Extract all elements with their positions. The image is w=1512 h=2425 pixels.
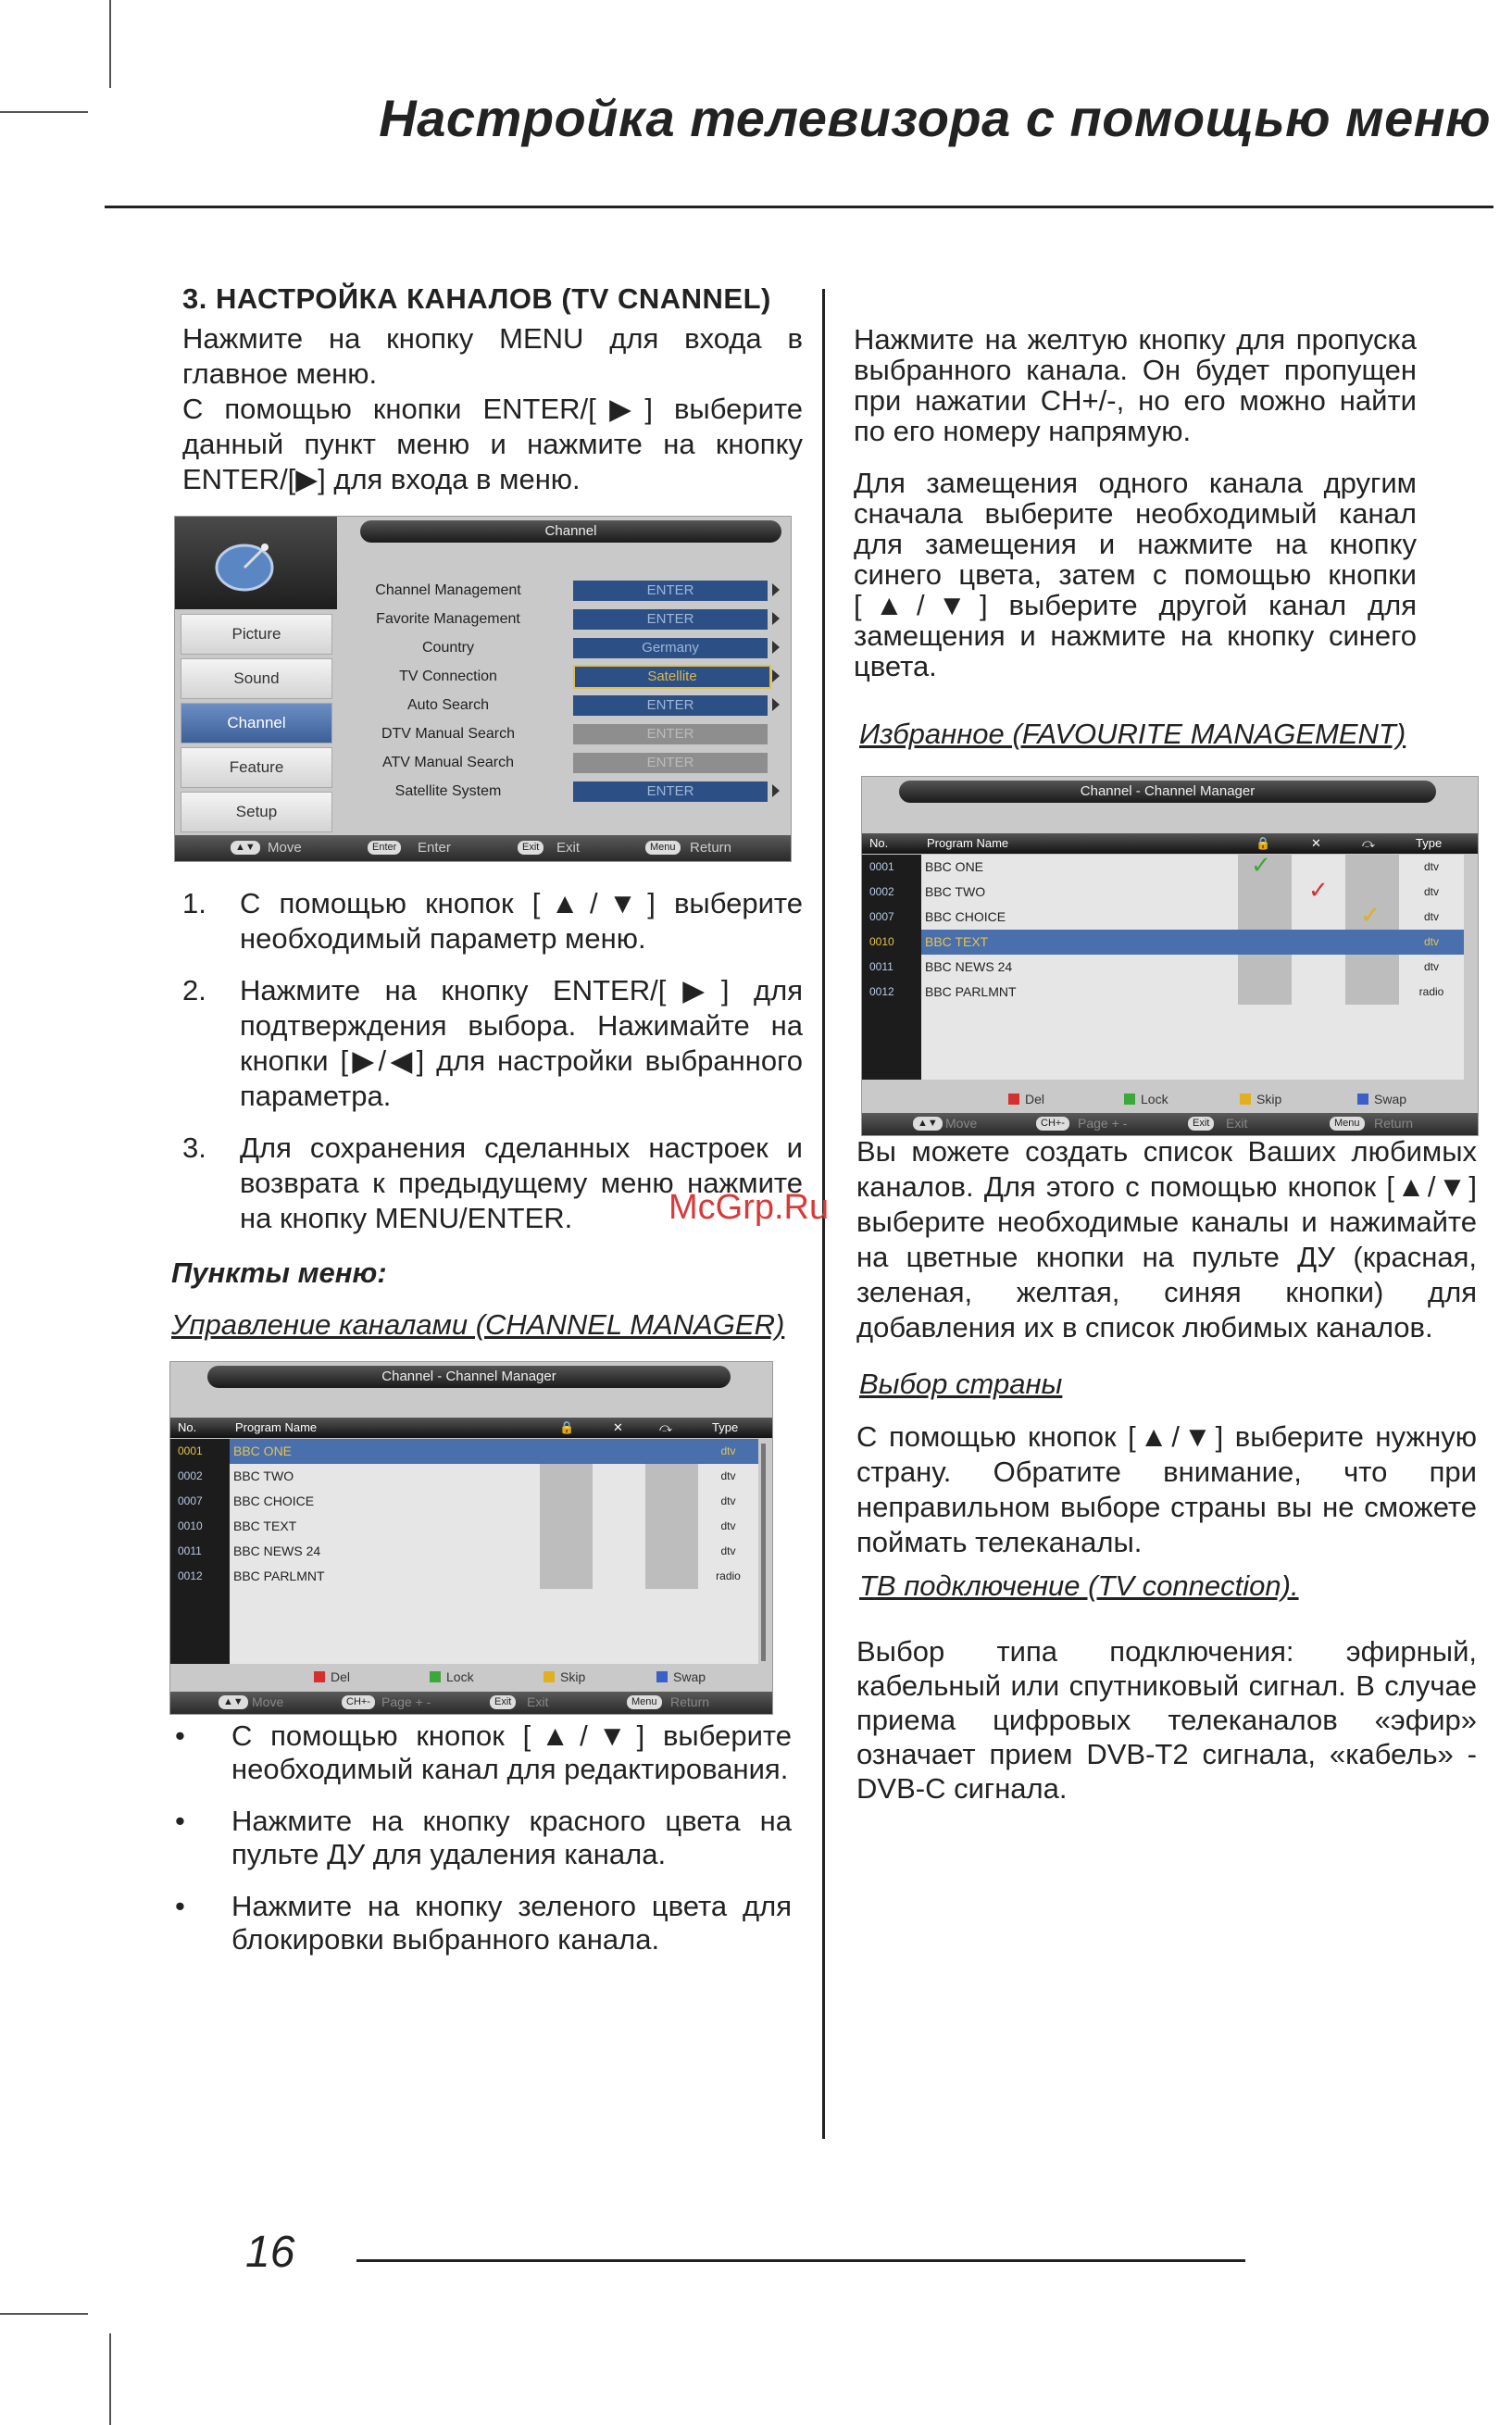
table-row-empty: [862, 1055, 1478, 1080]
table-row-empty: [862, 1030, 1478, 1055]
bullet: •: [175, 1719, 185, 1752]
menu-items-heading: Пункты меню:: [171, 1256, 387, 1289]
channel-type: dtv: [698, 1539, 758, 1564]
menu-row-country[interactable]: [342, 636, 777, 660]
intro-paragraph: С помощью кнопки ENTER/[▶] выберите данный пункт меню и нажмите на кнопку ENTER/[▶] для входа в меню.: [182, 393, 803, 495]
manager-title-bar: Channel - Channel Manager: [207, 1366, 731, 1388]
empty-cell: [230, 1589, 758, 1614]
checkmark-icon: ✓: [1251, 851, 1271, 879]
arrow-right-icon: [772, 641, 780, 654]
menu-row-channel-management[interactable]: [342, 579, 777, 603]
channel-name: BBC NEWS 24: [230, 1539, 540, 1564]
blue-swatch: [1357, 1094, 1368, 1105]
table-row-empty: [170, 1589, 772, 1614]
legend-label: Lock: [1141, 1092, 1168, 1106]
step-text: Нажмите на кнопку ENTER/[▶] для подтверждения выбора. Нажимайте на кнопки [▶/◀] для настройки выбранного параметра.: [240, 974, 803, 1112]
move-label: Move: [268, 840, 302, 856]
lock-cell: [1238, 880, 1292, 905]
move-key: ▲▼: [913, 1117, 943, 1131]
intro-paragraph: Нажмите на кнопку MENU для входа в главное меню.: [182, 322, 803, 390]
channel-name: BBC TEXT: [230, 1514, 540, 1539]
swap-cell: [1345, 930, 1399, 955]
table-header: [862, 833, 1478, 854]
legend-lock: [1124, 1092, 1168, 1106]
channel-number: 0002: [170, 1464, 230, 1489]
channel-type: radio: [1399, 980, 1464, 1005]
del-cell: [1292, 876, 1345, 905]
channel-name: BBC TEXT: [921, 930, 1238, 955]
country-heading: Выбор страны: [859, 1368, 1063, 1400]
menu-row-label: Country: [421, 640, 475, 656]
table-row-empty: [862, 1005, 1478, 1030]
empty-cell: [862, 1055, 921, 1080]
swap-cell: [645, 1539, 698, 1564]
return-label: Return: [690, 840, 732, 856]
bullet-text: Нажмите на кнопку красного цвета на пульте ДУ для удаления канала.: [231, 1805, 792, 1870]
table-row-empty: [170, 1639, 772, 1664]
watermark: McGrp.Ru: [669, 1188, 830, 1227]
arrow-right-icon: [772, 784, 780, 797]
crop-mark: [109, 0, 111, 88]
empty-cell: [230, 1614, 758, 1639]
channel-type: dtv: [1399, 880, 1464, 905]
legend-label: Lock: [446, 1669, 474, 1684]
satellite-dish-icon: [175, 517, 337, 609]
empty-cell: [170, 1639, 230, 1664]
lock-cell: [540, 1439, 593, 1464]
lock-cell: [1238, 930, 1292, 955]
menu-row-satellite-system[interactable]: [342, 780, 777, 804]
empty-cell: [921, 1055, 1464, 1080]
list-item: [171, 1890, 792, 1956]
legend-swap: [656, 1669, 706, 1684]
menu-row-value: ENTER: [573, 581, 768, 601]
menu-row-label: DTV Manual Search: [381, 726, 516, 742]
legend-label: Skip: [1256, 1092, 1282, 1106]
column-header-name: Program Name: [235, 1420, 318, 1434]
legend-label: Del: [1025, 1092, 1045, 1106]
close-icon: ✕: [613, 1420, 623, 1434]
table-row[interactable]: [862, 851, 1478, 880]
empty-cell: [170, 1589, 230, 1614]
favourite-paragraph: Вы можете создать список Ваших любимых каналов. Для этого с помощью кнопок [▲/▼] выберите необходимые каналы и нажимайте на цветные кнопки на пульте ДУ (красная, зеленая, желтая, синяя кнопки) для добавления их в список любимых каналов.: [856, 1135, 1477, 1344]
channel-type: radio: [698, 1564, 758, 1589]
menu-row-value: Satellite: [573, 665, 771, 689]
menu-row-value: ENTER: [573, 609, 768, 630]
page-number: 16: [245, 2228, 295, 2277]
legend-lock: [430, 1669, 474, 1684]
lock-cell: [540, 1464, 593, 1489]
arrow-right-icon: [772, 669, 780, 682]
table-row[interactable]: [862, 980, 1478, 1005]
swap-cell: [1345, 901, 1399, 930]
menu-row-auto-search[interactable]: [342, 694, 777, 718]
channel-type: dtv: [698, 1514, 758, 1539]
sidebar-item-feature[interactable]: Feature: [181, 747, 332, 788]
crop-mark: [0, 111, 88, 113]
green-swatch: [430, 1671, 441, 1682]
empty-cell: [921, 1030, 1464, 1055]
del-cell: [1292, 980, 1345, 1005]
swap-cell: [645, 1464, 698, 1489]
channel-name: BBC ONE: [230, 1439, 540, 1464]
menu-row-tv-connection[interactable]: [342, 665, 777, 689]
checkmark-icon: ✓: [1360, 901, 1381, 929]
menu-row-label: Satellite System: [394, 783, 502, 799]
menu-row-favorite-management[interactable]: [342, 607, 777, 631]
channel-name: BBC PARLMNT: [921, 980, 1238, 1005]
empty-cell: [862, 1030, 921, 1055]
scrollbar[interactable]: [761, 1444, 766, 1661]
empty-cell: [230, 1639, 758, 1664]
favourite-manager-screenshot: [861, 776, 1479, 1136]
menu-row-value: ENTER: [573, 724, 768, 744]
table-row[interactable]: [170, 1489, 772, 1514]
channel-type: dtv: [1399, 930, 1464, 955]
swap-cell: [1345, 980, 1399, 1005]
exit-label: Exit: [1226, 1116, 1248, 1131]
sidebar-item-sound[interactable]: Sound: [181, 658, 332, 699]
page-key: CH+-: [342, 1695, 375, 1709]
move-key: ▲▼: [231, 841, 260, 855]
red-swatch: [1008, 1094, 1019, 1105]
step-number: 1.: [182, 887, 206, 919]
exit-key: Exit: [490, 1695, 516, 1709]
list-item: [182, 886, 803, 956]
exit-label: Exit: [556, 840, 581, 856]
swap-paragraph: Для замещения одного канала другим сначала выберите необходимый канал для замещения и нажмите на кнопку синего цвета, затем с помощью кнопки [▲/▼] выберите другой канал для замещения и нажмите на кнопку синего цвета.: [854, 467, 1417, 682]
menu-row-atv-manual-search[interactable]: [342, 751, 777, 775]
legend-label: Swap: [1374, 1092, 1407, 1106]
arrow-right-icon: [772, 698, 780, 711]
section-title: 3. НАСТРОЙКА КАНАЛОВ (TV CNANNEL): [182, 282, 771, 315]
arrow-right-icon: [772, 612, 780, 625]
channel-name: BBC NEWS 24: [921, 955, 1238, 980]
return-label: Return: [670, 1694, 710, 1709]
channel-type: dtv: [698, 1489, 758, 1514]
page-label: Page + -: [381, 1694, 431, 1709]
channel-type: dtv: [698, 1439, 758, 1464]
bullet-text: С помощью кнопок [▲/▼] выберите необходимый канал для редактирования.: [231, 1719, 792, 1785]
legend-label: Del: [331, 1669, 351, 1684]
footer-rule: [356, 2259, 1245, 2262]
red-swatch: [314, 1671, 325, 1682]
channel-number: 0010: [170, 1514, 230, 1539]
list-item: [171, 1805, 792, 1871]
del-cell: [1292, 930, 1345, 955]
menu-key: Menu: [645, 841, 681, 855]
page-key: CH+-: [1036, 1117, 1069, 1131]
manager-title-bar: Channel - Channel Manager: [899, 781, 1436, 803]
del-cell: [593, 1564, 645, 1589]
blue-swatch: [656, 1671, 668, 1682]
channel-number: 0007: [862, 905, 921, 930]
manager-footer-bar: [170, 1692, 772, 1714]
table-row[interactable]: [862, 955, 1478, 980]
table-row[interactable]: [170, 1514, 772, 1539]
table-row[interactable]: [862, 901, 1478, 930]
sidebar-item-picture[interactable]: Picture: [181, 614, 332, 655]
swap-cell: [645, 1489, 698, 1514]
menu-footer-bar: [175, 835, 791, 861]
column-header-type: Type: [712, 1420, 739, 1434]
swap-cell: [645, 1439, 698, 1464]
sidebar-item-channel[interactable]: Channel: [181, 703, 332, 744]
enter-key: Enter: [368, 841, 401, 855]
channel-manager-screenshot: [169, 1361, 773, 1715]
swap-cell: [1345, 855, 1399, 880]
page-title: Настройка телевизора с помощью меню: [379, 89, 1491, 147]
channel-number: 0001: [170, 1439, 230, 1464]
table-row[interactable]: [170, 1564, 772, 1589]
list-item: [171, 1719, 792, 1786]
column-header-type: Type: [1416, 836, 1443, 850]
crop-mark: [109, 2333, 111, 2425]
channel-name: BBC ONE: [921, 855, 1238, 880]
tv-connection-paragraph: Выбор типа подключения: эфирный, кабельный или спутниковый сигнал. В случае приема цифровых телеканалов «эфир» означает прием DVB-T2 сигнала, «кабель» - DVB-C сигнала.: [856, 1635, 1477, 1805]
column-header-no: No.: [869, 836, 889, 850]
menu-row-value: ENTER: [573, 695, 768, 716]
return-label: Return: [1374, 1116, 1414, 1131]
menu-row-label: TV Connection: [399, 669, 497, 684]
empty-cell: [862, 1005, 921, 1030]
channel-name: BBC CHOICE: [921, 905, 1238, 930]
step-number: 3.: [182, 1131, 206, 1164]
move-label: Move: [945, 1116, 978, 1131]
channel-name: BBC CHOICE: [230, 1489, 540, 1514]
country-paragraph: С помощью кнопок [▲/▼] выберите нужную страну. Обратите внимание, что при неправильном выборе страны вы не сможете поймать телеканалы.: [856, 1420, 1477, 1558]
column-header-name: Program Name: [927, 836, 1009, 850]
list-item: [182, 973, 803, 1114]
skip-paragraph: Нажмите на желтую кнопку для пропуска выбранного канала. Он будет пропущен при нажатии CH+/-, но его можно найти по его номеру напрямую.: [854, 323, 1417, 447]
channel-manager-heading: Управление каналами (CHANNEL MANAGER): [171, 1308, 785, 1341]
legend-skip: [544, 1669, 585, 1684]
del-cell: [1292, 955, 1345, 980]
menu-row-value: ENTER: [573, 753, 768, 773]
channel-type: dtv: [1399, 905, 1464, 930]
lock-cell: [540, 1564, 593, 1589]
table-row[interactable]: [170, 1539, 772, 1564]
green-swatch: [1124, 1094, 1135, 1105]
exit-key: Exit: [1188, 1117, 1214, 1131]
channel-number: 0001: [862, 855, 921, 880]
swap-cell: [1345, 955, 1399, 980]
legend-label: Swap: [673, 1669, 706, 1684]
page-label: Page + -: [1078, 1116, 1128, 1131]
menu-row-value: Germany: [573, 638, 768, 658]
empty-cell: [921, 1005, 1464, 1030]
crop-mark: [0, 2313, 88, 2315]
lock-cell: [1238, 980, 1292, 1005]
del-cell: [593, 1489, 645, 1514]
step-text: Для сохранения сделанных настроек и возврата к предыдущему меню нажмите на кнопку MENU/ENTER.: [240, 1131, 803, 1234]
channel-number: 0012: [170, 1564, 230, 1589]
table-row[interactable]: [862, 930, 1478, 955]
legend-swap: [1357, 1092, 1406, 1106]
channel-type: dtv: [1399, 855, 1464, 880]
menu-row-dtv-manual-search[interactable]: [342, 722, 777, 746]
exit-key: Exit: [518, 841, 544, 855]
channel-name: BBC PARLMNT: [230, 1564, 540, 1589]
bullet-text: Нажмите на кнопку зеленого цвета для блокировки выбранного канала.: [231, 1890, 792, 1956]
channel-type: dtv: [698, 1464, 758, 1489]
channel-name: BBC TWO: [230, 1464, 540, 1489]
swap-icon: ⤼: [1362, 836, 1375, 850]
favourite-heading: Избранное (FAVOURITE MANAGEMENT): [859, 718, 1406, 750]
del-cell: [593, 1514, 645, 1539]
menu-key: Menu: [627, 1695, 662, 1709]
channel-number: 0011: [862, 955, 921, 980]
lock-cell: [540, 1539, 593, 1564]
enter-label: Enter: [418, 840, 451, 856]
swap-icon: ⤼: [659, 1420, 672, 1434]
menu-row-label: Auto Search: [406, 697, 490, 713]
sidebar-item-setup[interactable]: Setup: [181, 792, 332, 832]
menu-row-value: ENTER: [573, 781, 768, 802]
empty-cell: [170, 1614, 230, 1639]
lock-cell: [540, 1514, 593, 1539]
legend-del: [1008, 1092, 1044, 1106]
arrow-right-icon: [772, 583, 780, 596]
step-text: С помощью кнопок [▲/▼] выберите необходимый параметр меню.: [240, 887, 803, 955]
channel-number: 0002: [862, 880, 921, 905]
table-row[interactable]: [170, 1439, 772, 1464]
channel-number: 0012: [862, 980, 921, 1005]
menu-row-label: Channel Management: [375, 582, 521, 598]
lock-cell: [540, 1489, 593, 1514]
menu-key: Menu: [1330, 1117, 1365, 1131]
satellite-icon-panel: [175, 517, 337, 609]
bullet-list: [171, 1719, 792, 1975]
manager-footer-bar: [862, 1113, 1478, 1135]
menu-title-bar: Channel: [360, 520, 781, 543]
legend-del: [314, 1669, 350, 1684]
column-header-no: No.: [178, 1420, 197, 1434]
checkmark-icon: ✓: [1308, 876, 1329, 904]
del-cell: [1292, 905, 1345, 930]
move-key: ▲▼: [219, 1695, 248, 1709]
del-cell: [593, 1439, 645, 1464]
yellow-swatch: [1240, 1094, 1251, 1105]
table-row-empty: [170, 1614, 772, 1639]
channel-number: 0007: [170, 1489, 230, 1514]
table-row[interactable]: [862, 876, 1478, 905]
bullet: •: [175, 1890, 185, 1922]
header-rule: [105, 206, 1493, 208]
tv-connection-heading: ТВ подключение (TV connection).: [859, 1569, 1299, 1602]
channel-number: 0011: [170, 1539, 230, 1564]
legend-label: Skip: [560, 1669, 586, 1684]
exit-label: Exit: [527, 1694, 549, 1709]
lock-icon: 🔒: [1256, 836, 1271, 850]
del-cell: [593, 1539, 645, 1564]
move-label: Move: [252, 1694, 284, 1709]
bullet: •: [175, 1805, 185, 1837]
yellow-swatch: [544, 1671, 555, 1682]
lock-cell: [1238, 851, 1292, 880]
channel-number: 0010: [862, 930, 921, 955]
swap-cell: [645, 1564, 698, 1589]
lock-cell: [1238, 955, 1292, 980]
lock-cell: [1238, 905, 1292, 930]
legend-skip: [1240, 1092, 1281, 1106]
table-row[interactable]: [170, 1464, 772, 1489]
channel-name: BBC TWO: [921, 880, 1238, 905]
step-number: 2.: [182, 974, 206, 1006]
channel-type: dtv: [1399, 955, 1464, 980]
channel-menu-screenshot: [174, 516, 792, 862]
swap-cell: [645, 1514, 698, 1539]
menu-row-label: ATV Manual Search: [382, 755, 514, 770]
menu-row-label: Favorite Management: [376, 611, 520, 627]
table-header: [170, 1418, 772, 1438]
close-icon: ✕: [1311, 836, 1321, 850]
lock-icon: 🔒: [559, 1420, 575, 1434]
del-cell: [593, 1464, 645, 1489]
